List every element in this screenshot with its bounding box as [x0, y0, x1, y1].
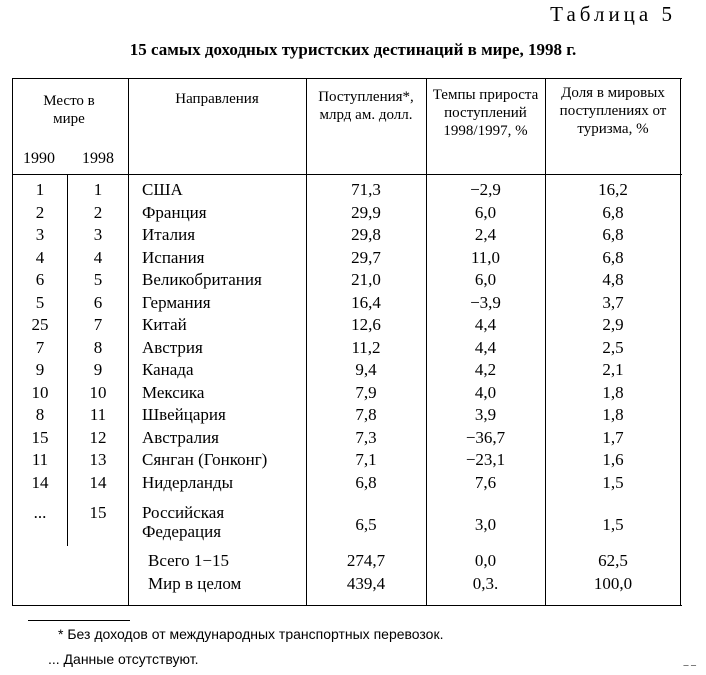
footnote-rule — [28, 620, 130, 621]
russia-receipts: 6,5 — [355, 515, 377, 534]
row-receipts: 7,1 — [355, 450, 377, 469]
row-receipts: 7,3 — [355, 427, 377, 447]
header-rank: Место в мире — [43, 93, 95, 127]
col-divider-receipts — [426, 78, 427, 606]
row-receipts: 29,8 — [351, 225, 381, 244]
row-destination: Великобритания — [142, 270, 262, 289]
row-destination: Мексика — [142, 382, 205, 402]
row-receipts: 6,8 — [355, 472, 377, 492]
row-rank-1998: 10 — [89, 382, 107, 402]
row-rank-1998: 2 — [93, 202, 103, 222]
row-destination: Италия — [142, 225, 196, 244]
row-growth: 3,9 — [474, 405, 497, 424]
row-growth: 4,0 — [474, 382, 497, 402]
row-destination: Нидерланды — [142, 472, 234, 492]
table-bottom-rule — [12, 605, 682, 606]
russia-share: 1,5 — [602, 515, 624, 534]
row-receipts: 71,3 — [351, 180, 381, 199]
row-destination: Швейцария — [142, 405, 226, 424]
row-rank-1990: 15 — [31, 427, 49, 447]
row-rank-1998: 5 — [93, 270, 103, 289]
total-label: Всего 1−15 — [148, 551, 230, 570]
row-rank-1990: 6 — [35, 270, 45, 289]
row-receipts: 29,9 — [351, 202, 381, 222]
row-growth: 4,4 — [474, 315, 497, 334]
row-growth: −3,9 — [470, 292, 501, 312]
row-rank-1998: 9 — [93, 360, 103, 379]
row-rank-1990: 5 — [35, 292, 45, 312]
row-share: 2,1 — [602, 360, 624, 379]
row-receipts: 12,6 — [351, 315, 381, 334]
russia-rank-1998: 15 — [89, 503, 107, 522]
world-receipts: 439,4 — [346, 574, 386, 593]
row-growth: 4,2 — [474, 360, 497, 379]
row-share: 1,8 — [602, 382, 624, 402]
row-rank-1990: 25 — [31, 315, 49, 334]
header-destination: Направления — [175, 91, 259, 107]
russia-growth: 3,0 — [474, 515, 497, 534]
row-rank-1998: 1 — [93, 180, 103, 199]
world-share: 100,0 — [593, 574, 633, 593]
row-destination: Испания — [142, 247, 205, 267]
row-destination: Австралия — [142, 427, 219, 447]
row-share: 1,7 — [602, 427, 624, 447]
row-share: 6,8 — [602, 247, 624, 267]
data-table — [12, 78, 682, 606]
row-receipts: 7,9 — [355, 382, 377, 402]
row-receipts: 9,4 — [355, 360, 377, 379]
russia-name-line1: Российская — [142, 503, 225, 522]
row-growth: −36,7 — [465, 427, 506, 447]
row-receipts: 16,4 — [351, 292, 381, 312]
col-divider-rank — [128, 78, 129, 606]
row-share: 2,9 — [602, 315, 624, 334]
row-rank-1990: 2 — [35, 202, 45, 222]
row-rank-1990: 7 — [35, 337, 45, 357]
row-rank-1998: 4 — [93, 247, 103, 267]
row-destination: Канада — [142, 360, 194, 379]
row-rank-1998: 7 — [93, 315, 103, 334]
header-rank-1990: 1990 — [23, 150, 55, 167]
world-growth: 0,3. — [472, 574, 499, 593]
col-divider-growth — [545, 78, 546, 606]
row-rank-1998: 13 — [89, 450, 107, 469]
row-destination: Германия — [142, 292, 211, 312]
total-share: 62,5 — [598, 551, 628, 570]
row-destination: Китай — [142, 315, 187, 334]
row-destination: Сянган (Гонконг) — [142, 450, 268, 469]
row-rank-1998: 3 — [93, 225, 103, 244]
table-title: 15 самых доходных туристских дестинаций в мире, 1998 г. — [129, 40, 577, 59]
row-growth: −2,9 — [470, 180, 501, 199]
footnote-missing-data: ... Данные отсутствуют. — [48, 651, 199, 667]
row-destination: Франция — [142, 202, 207, 222]
world-label: Мир в целом — [148, 574, 242, 593]
col-divider-destination — [306, 78, 307, 606]
row-share: 1,6 — [602, 450, 624, 469]
row-growth: 4,4 — [474, 337, 497, 357]
row-share: 6,8 — [602, 202, 624, 222]
row-rank-1998: 6 — [93, 292, 103, 312]
header-bottom-rule — [12, 174, 682, 175]
total-growth: 0,0 — [474, 551, 497, 570]
header-rank-1998: 1998 — [82, 150, 114, 167]
row-rank-1990: 10 — [31, 382, 49, 402]
row-share: 6,8 — [602, 225, 624, 244]
table-label: Таблица 5 — [550, 2, 676, 26]
row-receipts: 7,8 — [355, 405, 377, 424]
corner-mark: – – — [683, 660, 696, 671]
row-rank-1990: 11 — [31, 450, 49, 469]
row-share: 2,5 — [602, 337, 624, 357]
table-top-rule — [12, 78, 682, 79]
total-receipts: 274,7 — [346, 551, 386, 570]
footnote-receipts: * Без доходов от международных транспортных перевозок. — [58, 626, 444, 642]
row-growth: 7,6 — [474, 472, 497, 492]
row-share: 16,2 — [598, 180, 628, 199]
row-rank-1998: 11 — [89, 405, 107, 424]
row-share: 1,8 — [602, 405, 624, 424]
row-share: 4,8 — [602, 270, 624, 289]
row-receipts: 21,0 — [351, 270, 381, 289]
row-share: 3,7 — [602, 292, 624, 312]
row-growth: 6,0 — [474, 202, 497, 222]
russia-name-line2: Федерация — [142, 522, 222, 541]
row-rank-1990: 4 — [35, 247, 45, 267]
row-rank-1990: 3 — [35, 225, 45, 244]
row-rank-1990: 8 — [35, 405, 45, 424]
header-receipts: Поступления*, млрд ам. долл. — [318, 89, 414, 123]
row-rank-1998: 12 — [89, 427, 107, 447]
row-growth: 6,0 — [474, 270, 497, 289]
table-right-rule — [680, 78, 681, 606]
row-share: 1,5 — [602, 472, 624, 492]
row-growth: 11,0 — [470, 247, 501, 267]
row-rank-1998: 8 — [93, 337, 103, 357]
row-rank-1990: 14 — [31, 472, 49, 492]
row-growth: 2,4 — [474, 225, 497, 244]
row-destination: США — [142, 180, 183, 199]
header-share: Доля в мировых поступлениях от туризма, % — [559, 85, 667, 137]
col-divider-rank-years — [67, 174, 68, 546]
row-destination: Австрия — [142, 337, 203, 357]
header-growth: Темпы прироста поступлений 1998/1997, % — [432, 87, 539, 139]
row-rank-1990: 9 — [35, 360, 45, 379]
row-receipts: 29,7 — [351, 247, 381, 267]
row-growth: −23,1 — [465, 450, 506, 469]
row-rank-1998: 14 — [89, 472, 107, 492]
row-receipts: 11,2 — [351, 337, 381, 357]
table-left-rule — [12, 78, 13, 606]
row-rank-1990: 1 — [35, 180, 45, 199]
russia-rank-1990: ... — [33, 503, 47, 522]
